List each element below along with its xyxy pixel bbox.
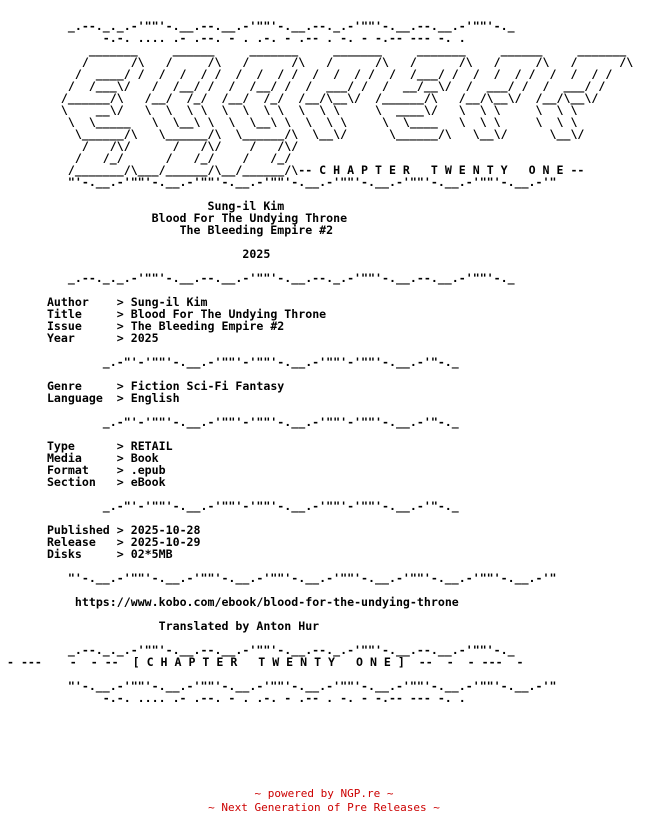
info-value: .epub (130, 463, 166, 477)
bottom-chapter-line: - --- - - -- [ C H A P T E R T W E N T Y O N E ] -- - - --- - (0, 655, 524, 669)
info-label: Type (46, 439, 75, 453)
separator-short: _.-"'-'""'-.__.-'""'-'""'-.__.-'""'-'""'-.__.-'"-._ (26, 415, 459, 429)
separator-full: _.--._._.-'""'-.__.--.__.-'""'-.__.--._.-'""'-.__.--.__.-'""'-._ (26, 271, 515, 285)
book-author: Sung-il Kim (207, 199, 285, 213)
logo-ascii-art: _______ ______ _______ _______ _______ ______ _______ / /\ / /\ / /\ / /\ / /\ / /\ / /\ / ____/ / / / / / / / / / / / / / / /___/ / / / / / / / / / / /___\/ / /__/ / / /__/ / / ___/ / / __/__\/ / ___/ / / ___/ / /______/\ /__/ /_/ /__/ /_/ /__/\__\/ /______/\ /__/\__\/ /__/\__\/ \ __\/ \ \ \ \ \ \ \ \ \ \ \ \ ____\/ \ \ \ \ \ \ \ \_____ \ \__\ \ \ \__\ \ \ \ \ \ \____ \ \ \ \ \ \ \______/\ \______/\ \______/\ \__\/ \______/\ \__\/ \__\/ / /\/ / /\/ / /\/ / /_/ / /_/ / /_/ /_______/\___/______/\__/______/\ (60, 43, 634, 177)
bottom-border-top: _.--._._.-'""'-.__.--.__.-'""'-.__.--._.-'""'-.__.--.__.-'""'-._ (26, 643, 515, 657)
info-arrow: > (116, 547, 124, 561)
info-arrow: > (116, 475, 124, 489)
info-arrow: > (116, 319, 124, 333)
info-label: Author (46, 295, 89, 309)
book-url-link[interactable]: https://www.kobo.com/ebook/blood-for-the-undying-throne (74, 595, 459, 609)
info-label: Format (46, 463, 89, 477)
info-value: eBook (130, 475, 166, 489)
book-url-line (26, 596, 648, 608)
title-block-subtitle (26, 224, 648, 236)
info-arrow: > (116, 331, 124, 345)
info-label: Disks (46, 547, 82, 561)
translator-line (26, 620, 648, 632)
info-arrow: > (116, 379, 124, 393)
info-row-language (26, 392, 648, 404)
info-label: Year (46, 331, 75, 345)
info-row-year (26, 332, 648, 344)
info-row-section (26, 476, 648, 488)
info-arrow: > (116, 439, 124, 453)
info-value: 02*5MB (130, 547, 173, 561)
chapter-logo-art (26, 44, 648, 176)
title-block-year (26, 248, 648, 260)
top-border: _.--._._.-'""'-.__.--.__.-'""'-.__.--._.-'""'-.__.--.__.-'""'-._ (26, 19, 515, 33)
info-arrow: > (116, 523, 124, 537)
info-arrow: > (116, 391, 124, 405)
separator-short: _.-"'-'""'-.__.-'""'-'""'-.__.-'""'-'""'-.__.-'"-._ (26, 355, 459, 369)
chapter-trail-text: -- C H A P T E R T W E N T Y O N E -- (298, 163, 585, 177)
info-arrow: > (116, 535, 124, 549)
info-label: Genre (46, 379, 82, 393)
info-label: Published (46, 523, 110, 537)
book-year: 2025 (242, 247, 271, 261)
info-value: 2025-10-28 (130, 523, 201, 537)
info-value: Book (130, 451, 159, 465)
bottom-border-bottom: "'-.__.-'""'-.__.-'""'-.__.-'""'-.__.-'""'-.__.-'""'-.__.-'""'-.__.-'" (26, 679, 557, 693)
info-label: Title (46, 307, 82, 321)
separator-short: _.-"'-'""'-.__.-'""'-'""'-.__.-'""'-'""'-.__.-'"-._ (26, 499, 459, 513)
separator-reverse: "'-.__.-'""'-.__.-'""'-.__.-'""'-.__.-'""'-.__.-'""'-.__.-'""'-.__.-'" (26, 571, 557, 585)
footer-tagline: ~ Next Generation of Pre Releases ~ (208, 801, 440, 814)
info-label: Release (46, 535, 96, 549)
banner-bottom-border: "'-.__.-'""'-.__.-'""'-.__.-'""'-.__.-'""'-.__.-'""'-.__.-'""'-.__.-'" (26, 175, 557, 189)
info-value: Blood For The Undying Throne (130, 307, 327, 321)
bottom-morse-dots: -.-. .... .- .--. - . .-. - .-- . -. - -.-- --- -. . (26, 691, 466, 705)
info-value: 2025-10-29 (130, 535, 201, 549)
info-arrow: > (116, 463, 124, 477)
footer-powered-by: ~ powered by NGP.re ~ (254, 787, 394, 800)
info-label: Issue (46, 319, 82, 333)
top-morse-dots: -.-. .... .- .--. - . .-. - .-- . -. - -.-- --- -. . (26, 31, 466, 45)
info-label: Language (46, 391, 103, 405)
info-value: Sung-il Kim (130, 295, 208, 309)
book-subtitle: The Bleeding Empire #2 (179, 223, 334, 237)
info-arrow: > (116, 295, 124, 309)
info-label: Media (46, 451, 82, 465)
info-value: RETAIL (130, 439, 173, 453)
info-arrow: > (116, 307, 124, 321)
info-value: 2025 (130, 331, 159, 345)
info-label: Section (46, 475, 96, 489)
book-title: Blood For The Undying Throne (151, 211, 348, 225)
info-value: English (130, 391, 180, 405)
translator-credit: Translated by Anton Hur (158, 619, 320, 633)
info-value: Fiction Sci-Fi Fantasy (130, 379, 285, 393)
info-arrow: > (116, 451, 124, 465)
info-value: The Bleeding Empire #2 (130, 319, 285, 333)
info-row-disks (26, 548, 648, 560)
nfo-document (0, 19, 648, 705)
